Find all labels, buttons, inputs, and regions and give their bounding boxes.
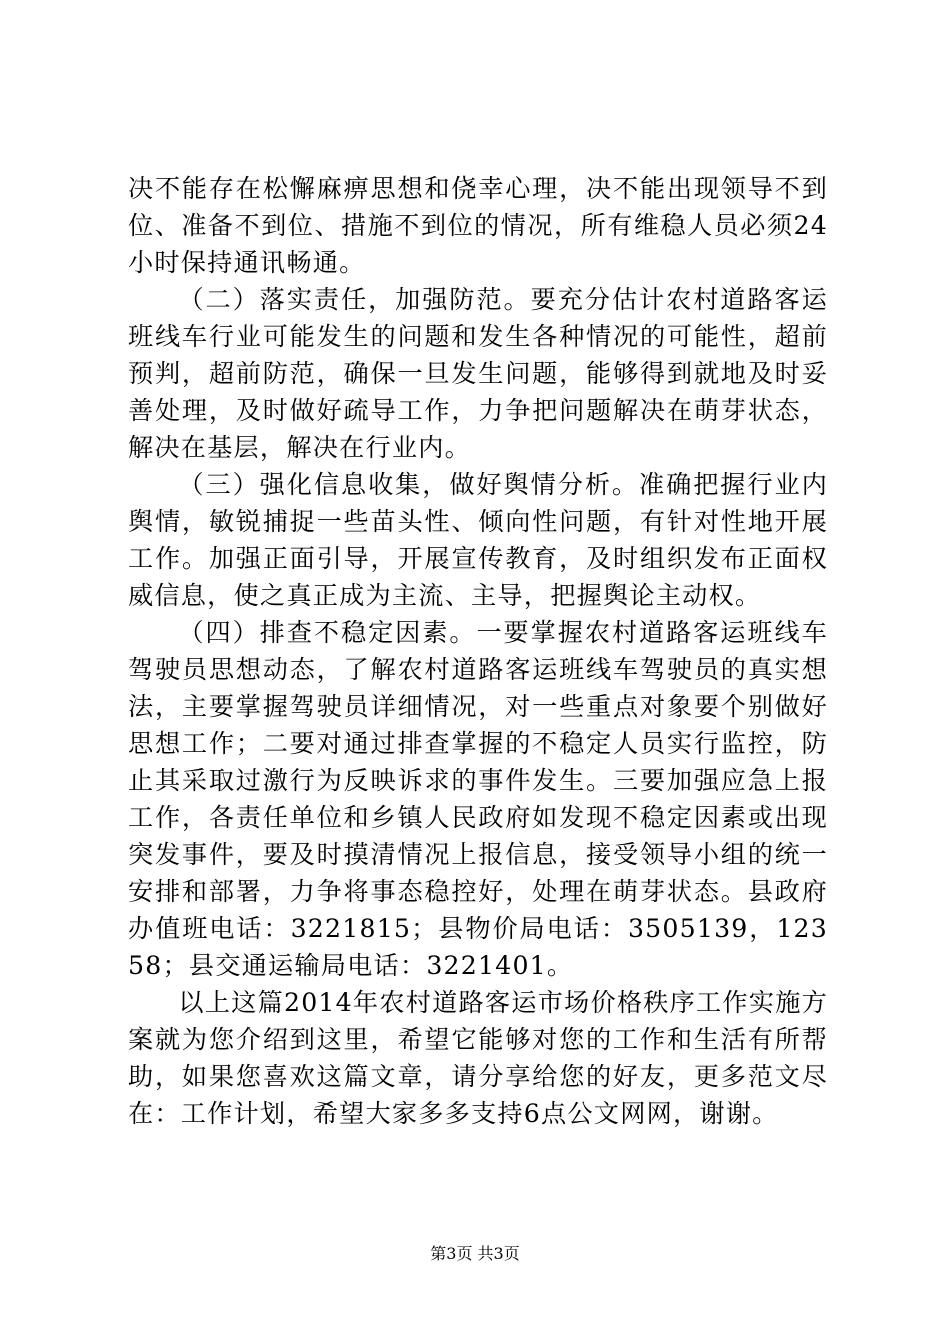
- paragraph-section-3: （三）强化信息收集，做好舆情分析。准确把握行业内舆情，敏锐捕捉一些苗头性、倾向性问题，有针对性地开展工作。加强正面引导，开展宣传教育，及时组织发布正面权威信息，使之真正成为主流、主导，把握舆论主动权。: [128, 470, 828, 610]
- paragraph-section-2: （二）落实责任，加强防范。要充分估计农村道路客运班线车行业可能发生的问题和发生各种情况的可能性，超前预判，超前防范，确保一旦发生问题，能够得到就地及时妥善处理，及时做好疏导工作，力争把问题解决在萌芽状态，解决在基层，解决在行业内。: [128, 285, 828, 462]
- paragraph-continuation: 决不能存在松懈麻痹思想和侥幸心理，决不能出现领导不到位、准备不到位、措施不到位的情况，所有维稳人员必须24小时保持通讯畅通。: [128, 174, 828, 277]
- document-body: [128, 170, 828, 1132]
- paragraph-closing: 以上这篇2014年农村道路客运市场价格秩序工作实施方案就为您介绍到这里，希望它能够对您的工作和生活有所帮助，如果您喜欢这篇文章，请分享给您的好友，更多范文尽在：工作计划，希望大家多多支持6点公文网网，谢谢。: [128, 988, 828, 1128]
- page-number-footer: 第3页 共3页: [430, 1244, 520, 1263]
- paragraph-section-4: （四）排查不稳定因素。一要掌握农村道路客运班线车驾驶员思想动态，了解农村道路客运班线车驾驶员的真实想法，主要掌握驾驶员详细情况，对一些重点对象要个别做好思想工作；二要对通过排查掌握的不稳定人员实行监控，防止其采取过激行为反映诉求的事件发生。三要加强应急上报工作，各责任单位和乡镇人民政府如发现不稳定因素或出现突发事件，要及时摸清情况上报信息，接受领导小组的统一安排和部署，力争将事态稳控好，处理在萌芽状态。县政府办值班电话：3221815；县物价局电话：3505139，12358；县交通运输局电话：3221401。: [128, 618, 828, 980]
